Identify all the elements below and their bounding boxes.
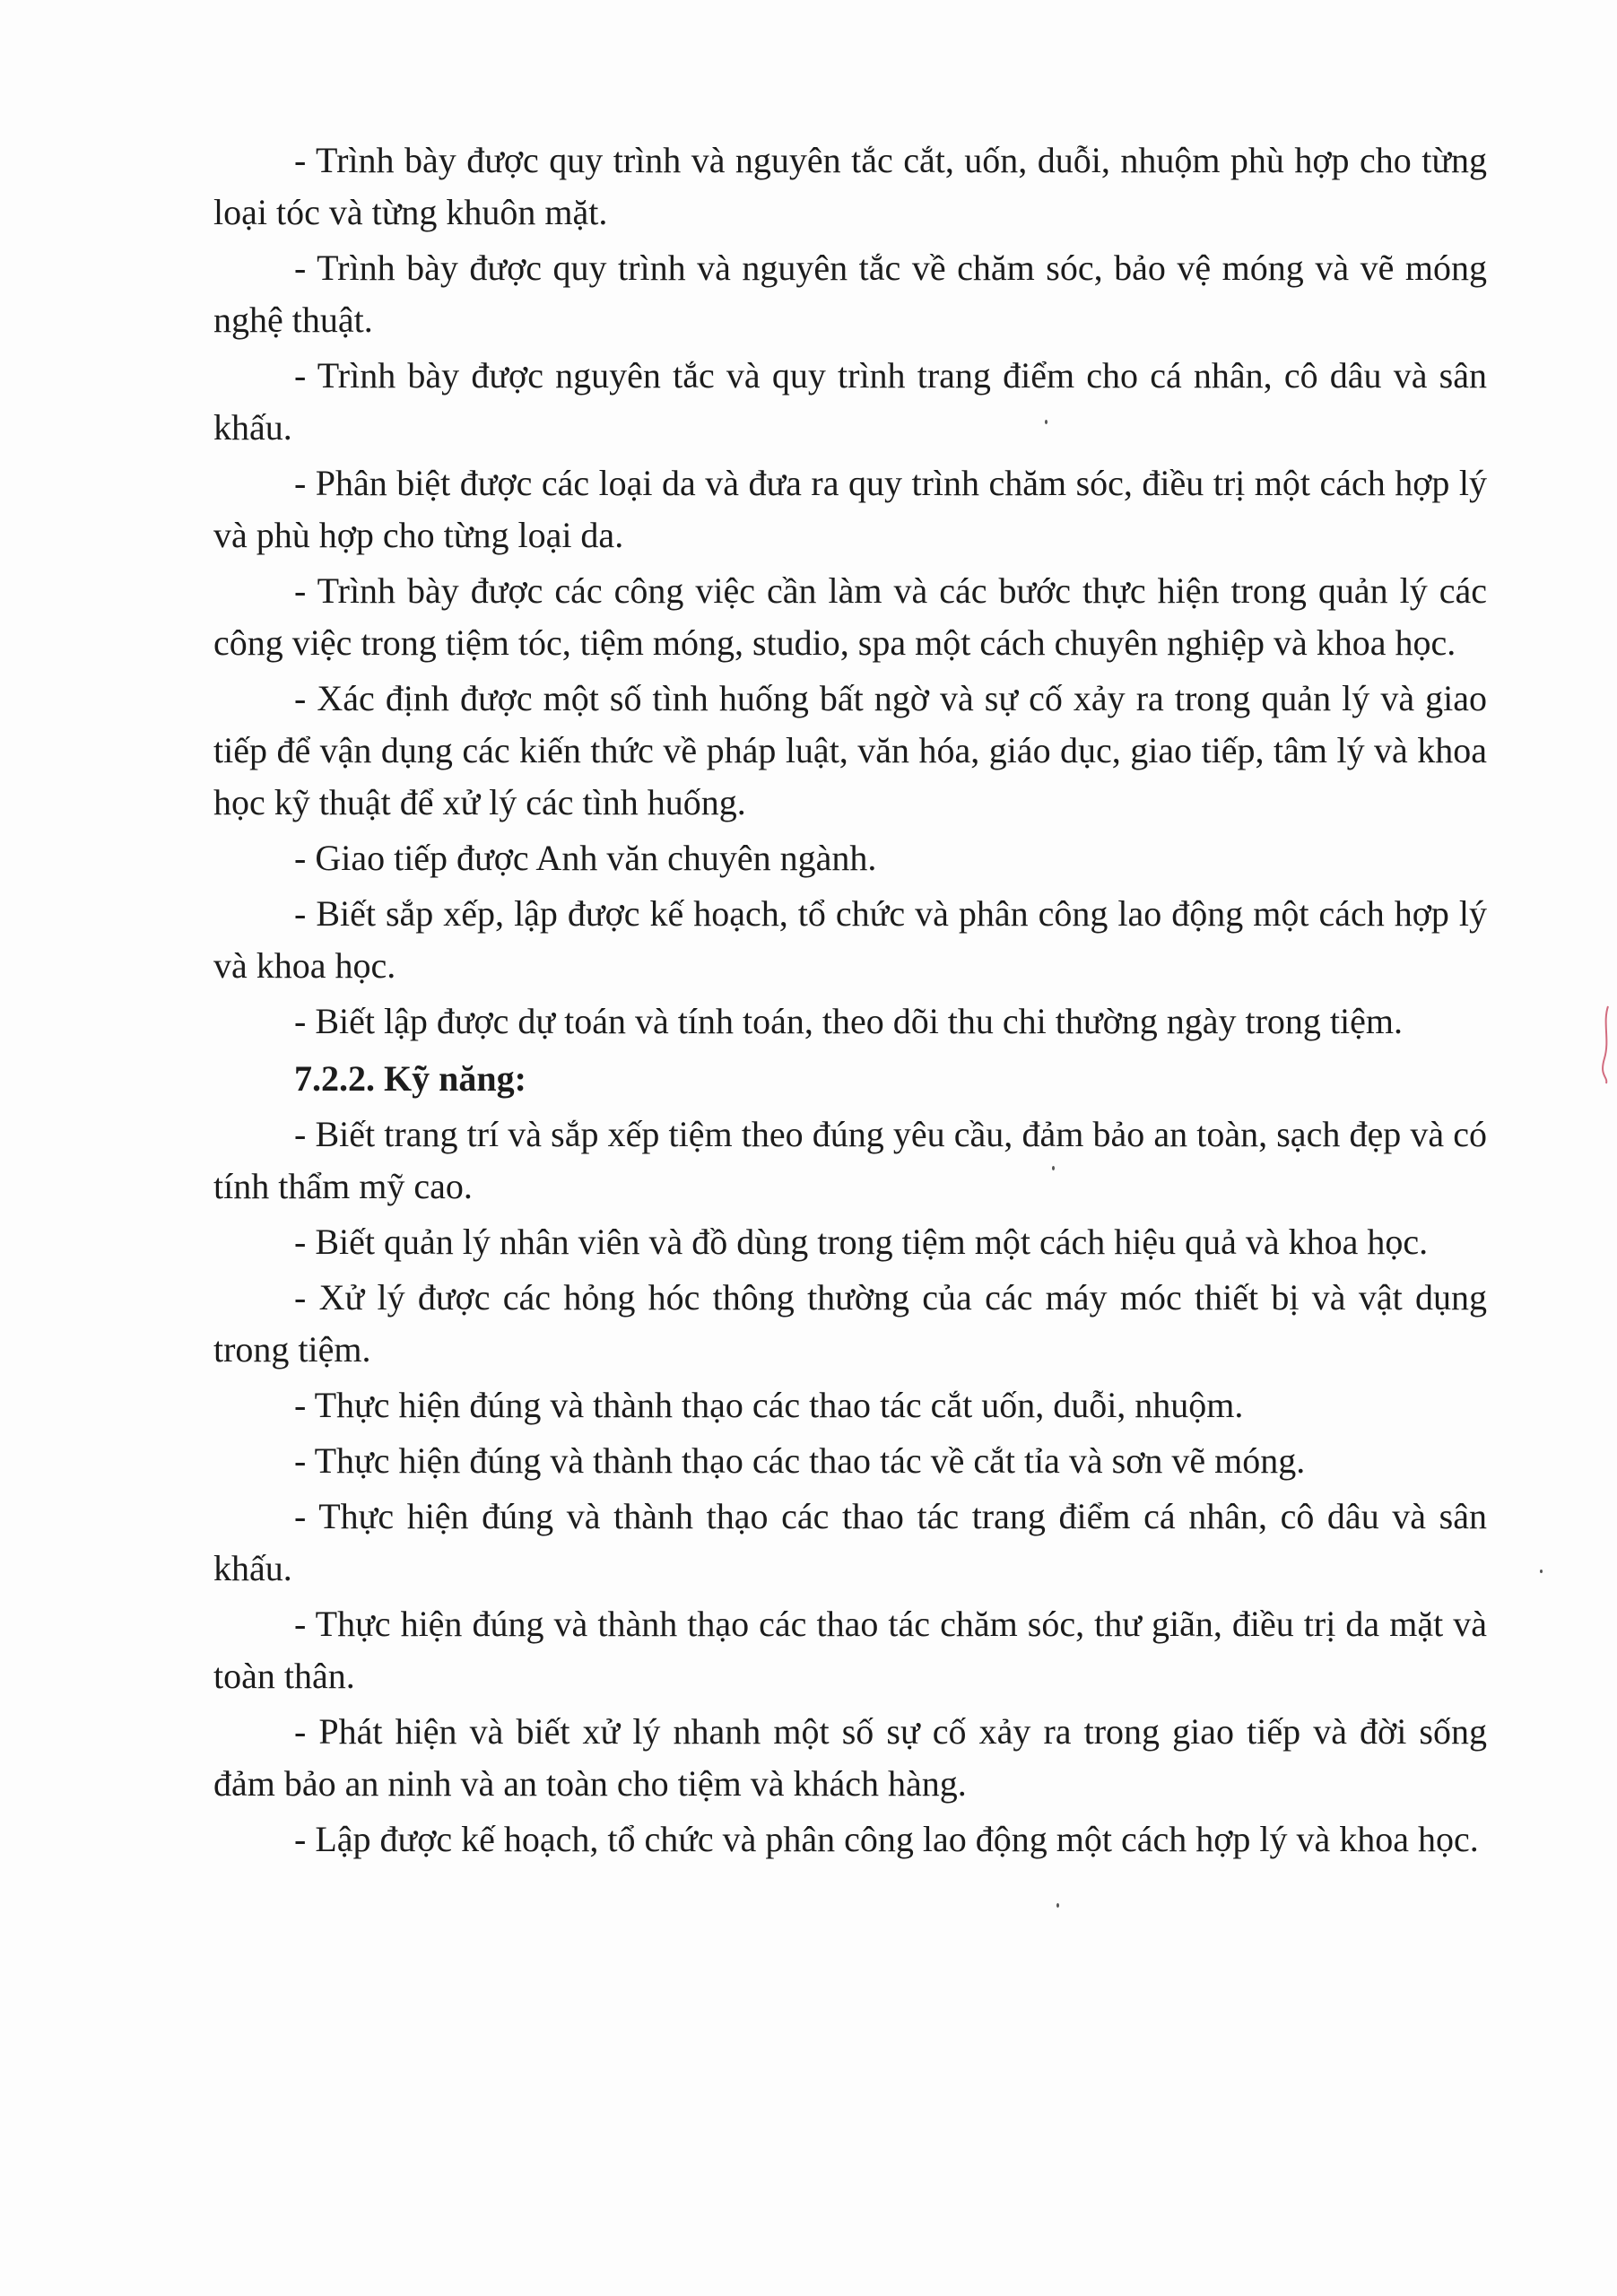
knowledge-item-6: - Xác định được một số tình huống bất ngờ và sự cố xảy ra trong quản lý và giao tiếp để vận dụng các kiến thức về pháp luật, văn hóa, giáo dục, giao tiếp, tâm lý và khoa học kỹ thuật để xử lý các tình huống. xyxy=(213,678,1487,822)
skill-item-5: - Thực hiện đúng và thành thạo các thao tác về cắt tỉa và sơn vẽ móng. xyxy=(294,1440,1306,1481)
skill-item-1: - Biết trang trí và sắp xếp tiệm theo đúng yêu cầu, đảm bảo an toàn, sạch đẹp và có tính thẩm mỹ cao. xyxy=(213,1114,1487,1206)
knowledge-item-4: - Phân biệt được các loại da và đưa ra quy trình chăm sóc, điều trị một cách hợp lý và phù hợp cho từng loại da. xyxy=(213,463,1487,555)
section-heading-skills: 7.2.2. Kỹ năng: xyxy=(294,1058,526,1099)
stamp-edge-mark xyxy=(1599,1004,1612,1085)
knowledge-item-2: - Trình bày được quy trình và nguyên tắc về chăm sóc, bảo vệ móng và vẽ móng nghệ thuật. xyxy=(213,248,1487,340)
scan-speck xyxy=(1540,1570,1543,1573)
skill-item-7: - Thực hiện đúng và thành thạo các thao tác chăm sóc, thư giãn, điều trị da mặt và toàn thân. xyxy=(213,1604,1487,1696)
scan-speck xyxy=(1045,420,1048,424)
skill-item-4: - Thực hiện đúng và thành thạo các thao tác cắt uốn, duỗi, nhuộm. xyxy=(294,1385,1244,1425)
skill-item-9: - Lập được kế hoạch, tổ chức và phân công lao động một cách hợp lý và khoa học. xyxy=(294,1819,1479,1859)
document-body xyxy=(213,135,1487,1869)
knowledge-item-1: - Trình bày được quy trình và nguyên tắc cắt, uốn, duỗi, nhuộm phù hợp cho từng loại tóc và từng khuôn mặt. xyxy=(213,140,1487,232)
knowledge-item-7: - Giao tiếp được Anh văn chuyên ngành. xyxy=(294,838,877,878)
knowledge-item-9: - Biết lập được dự toán và tính toán, theo dõi thu chi thường ngày trong tiệm. xyxy=(294,1001,1404,1041)
skill-item-3: - Xử lý được các hỏng hóc thông thường của các máy móc thiết bị và vật dụng trong tiệm. xyxy=(213,1277,1487,1370)
skill-item-8: - Phát hiện và biết xử lý nhanh một số sự cố xảy ra trong giao tiếp và đời sống đảm bảo an ninh và an toàn cho tiệm và khách hàng. xyxy=(213,1711,1487,1804)
stamp-fragment-icon xyxy=(1599,1004,1612,1085)
knowledge-item-8: - Biết sắp xếp, lập được kế hoạch, tổ chức và phân công lao động một cách hợp lý và khoa học. xyxy=(213,893,1487,986)
skill-item-6: - Thực hiện đúng và thành thạo các thao tác trang điểm cá nhân, cô dâu và sân khấu. xyxy=(213,1496,1487,1588)
skill-item-2: - Biết quản lý nhân viên và đồ dùng trong tiệm một cách hiệu quả và khoa học. xyxy=(294,1222,1429,1262)
knowledge-item-5: - Trình bày được các công việc cần làm và các bước thực hiện trong quản lý các công việc trong tiệm tóc, tiệm móng, studio, spa một cách chuyên nghiệp và khoa học. xyxy=(213,570,1487,663)
knowledge-item-3: - Trình bày được nguyên tắc và quy trình trang điểm cho cá nhân, cô dâu và sân khấu. xyxy=(213,355,1487,448)
scan-speck xyxy=(1052,1166,1055,1170)
scan-speck xyxy=(1056,1903,1059,1908)
